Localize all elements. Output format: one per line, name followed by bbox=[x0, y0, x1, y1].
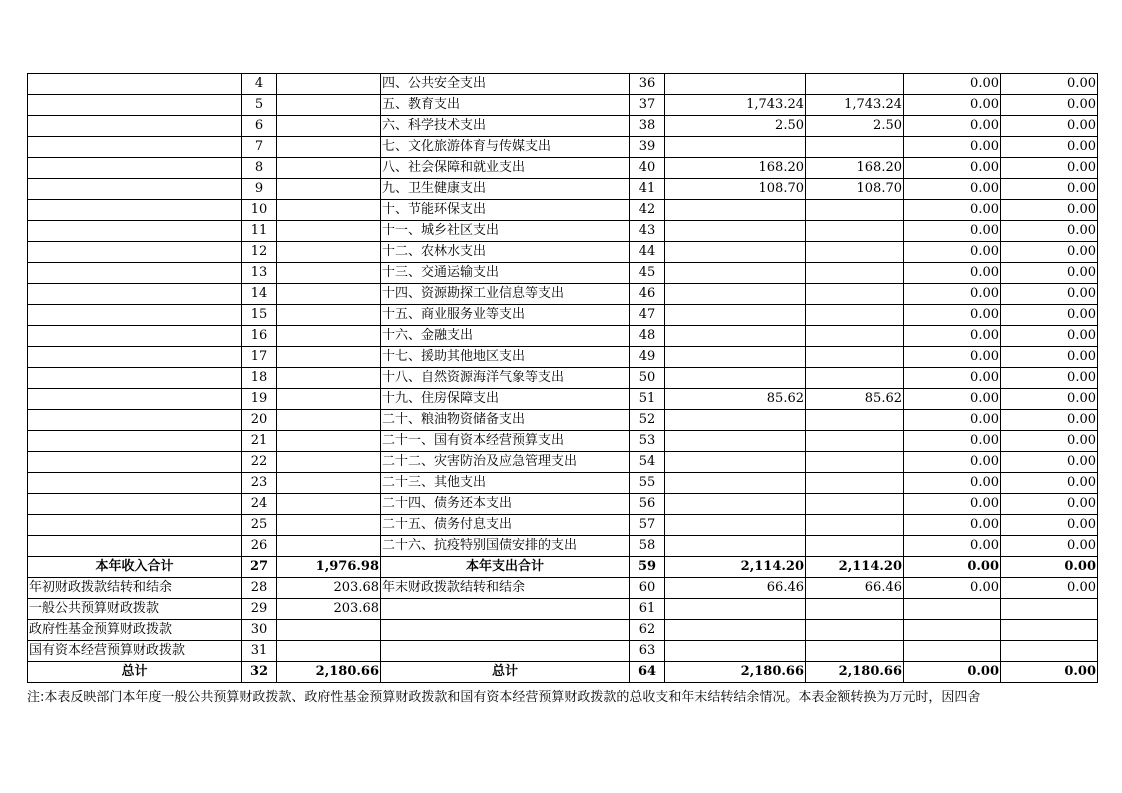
income-item-cell bbox=[28, 536, 242, 557]
state-capital-cell: 0.00 bbox=[1001, 326, 1098, 347]
expenditure-total-cell bbox=[665, 200, 806, 221]
table-row bbox=[28, 347, 1098, 368]
income-item-cell: 总计 bbox=[28, 662, 242, 683]
expenditure-item-cell: 二十二、灾害防治及应急管理支出 bbox=[381, 452, 630, 473]
income-amount-cell bbox=[277, 137, 381, 158]
government-fund-cell: 0.00 bbox=[904, 74, 1001, 95]
state-capital-cell: 0.00 bbox=[1001, 431, 1098, 452]
income-row-number-cell: 19 bbox=[242, 389, 277, 410]
state-capital-cell: 0.00 bbox=[1001, 473, 1098, 494]
income-amount-cell bbox=[277, 641, 381, 662]
general-budget-cell: 108.70 bbox=[806, 179, 904, 200]
expenditure-item-cell: 二十一、国有资本经营预算支出 bbox=[381, 431, 630, 452]
expenditure-row-number-cell: 47 bbox=[630, 305, 665, 326]
expenditure-total-cell bbox=[665, 410, 806, 431]
expenditure-total-cell: 2,114.20 bbox=[665, 557, 806, 578]
government-fund-cell: 0.00 bbox=[904, 263, 1001, 284]
expenditure-item-cell: 四、公共安全支出 bbox=[381, 74, 630, 95]
income-amount-cell bbox=[277, 347, 381, 368]
table-row bbox=[28, 536, 1098, 557]
table-row bbox=[28, 221, 1098, 242]
income-item-cell bbox=[28, 515, 242, 536]
expenditure-row-number-cell: 42 bbox=[630, 200, 665, 221]
table-row bbox=[28, 473, 1098, 494]
expenditure-row-number-cell: 63 bbox=[630, 641, 665, 662]
expenditure-row-number-cell: 51 bbox=[630, 389, 665, 410]
income-item-cell bbox=[28, 263, 242, 284]
income-row-number-cell: 22 bbox=[242, 452, 277, 473]
income-row-number-cell: 16 bbox=[242, 326, 277, 347]
government-fund-cell: 0.00 bbox=[904, 410, 1001, 431]
table-row bbox=[28, 368, 1098, 389]
general-budget-cell bbox=[806, 242, 904, 263]
expenditure-item-cell: 二十五、债务付息支出 bbox=[381, 515, 630, 536]
general-budget-cell bbox=[806, 494, 904, 515]
income-amount-cell bbox=[277, 200, 381, 221]
expenditure-row-number-cell: 52 bbox=[630, 410, 665, 431]
income-item-cell bbox=[28, 221, 242, 242]
income-item-cell bbox=[28, 494, 242, 515]
expenditure-row-number-cell: 37 bbox=[630, 95, 665, 116]
table-row bbox=[28, 326, 1098, 347]
expenditure-row-number-cell: 57 bbox=[630, 515, 665, 536]
expenditure-item-cell: 十六、金融支出 bbox=[381, 326, 630, 347]
expenditure-row-number-cell: 39 bbox=[630, 137, 665, 158]
expenditure-total-cell: 1,743.24 bbox=[665, 95, 806, 116]
income-item-cell bbox=[28, 431, 242, 452]
income-row-number-cell: 27 bbox=[242, 557, 277, 578]
general-budget-cell: 2,114.20 bbox=[806, 557, 904, 578]
government-fund-cell: 0.00 bbox=[904, 515, 1001, 536]
expenditure-row-number-cell: 50 bbox=[630, 368, 665, 389]
expenditure-item-cell: 十八、自然资源海洋气象等支出 bbox=[381, 368, 630, 389]
table-row bbox=[28, 200, 1098, 221]
income-item-cell: 一般公共预算财政拨款 bbox=[28, 599, 242, 620]
government-fund-cell bbox=[904, 599, 1001, 620]
government-fund-cell: 0.00 bbox=[904, 95, 1001, 116]
state-capital-cell: 0.00 bbox=[1001, 263, 1098, 284]
table-row bbox=[28, 515, 1098, 536]
income-row-number-cell: 13 bbox=[242, 263, 277, 284]
general-budget-cell bbox=[806, 347, 904, 368]
general-budget-cell: 168.20 bbox=[806, 158, 904, 179]
table-row bbox=[28, 242, 1098, 263]
income-row-number-cell: 30 bbox=[242, 620, 277, 641]
state-capital-cell: 0.00 bbox=[1001, 95, 1098, 116]
expenditure-total-cell bbox=[665, 515, 806, 536]
general-budget-cell bbox=[806, 431, 904, 452]
state-capital-cell bbox=[1001, 620, 1098, 641]
income-item-cell: 国有资本经营预算财政拨款 bbox=[28, 641, 242, 662]
expenditure-total-cell bbox=[665, 536, 806, 557]
table-row bbox=[28, 410, 1098, 431]
government-fund-cell: 0.00 bbox=[904, 578, 1001, 599]
general-budget-cell bbox=[806, 473, 904, 494]
income-row-number-cell: 11 bbox=[242, 221, 277, 242]
income-item-cell bbox=[28, 452, 242, 473]
income-item-cell bbox=[28, 305, 242, 326]
expenditure-total-cell: 2.50 bbox=[665, 116, 806, 137]
expenditure-total-cell bbox=[665, 242, 806, 263]
general-budget-cell: 1,743.24 bbox=[806, 95, 904, 116]
expenditure-item-cell: 本年支出合计 bbox=[381, 557, 630, 578]
expenditure-total-cell bbox=[665, 431, 806, 452]
income-item-cell bbox=[28, 137, 242, 158]
income-item-cell bbox=[28, 158, 242, 179]
income-amount-cell bbox=[277, 536, 381, 557]
expenditure-item-cell: 二十、粮油物资储备支出 bbox=[381, 410, 630, 431]
state-capital-cell: 0.00 bbox=[1001, 200, 1098, 221]
government-fund-cell: 0.00 bbox=[904, 494, 1001, 515]
state-capital-cell: 0.00 bbox=[1001, 662, 1098, 683]
income-row-number-cell: 18 bbox=[242, 368, 277, 389]
state-capital-cell: 0.00 bbox=[1001, 158, 1098, 179]
income-row-number-cell: 8 bbox=[242, 158, 277, 179]
expenditure-item-cell: 十七、援助其他地区支出 bbox=[381, 347, 630, 368]
income-amount-cell bbox=[277, 74, 381, 95]
general-budget-cell: 2,180.66 bbox=[806, 662, 904, 683]
state-capital-cell: 0.00 bbox=[1001, 494, 1098, 515]
state-capital-cell: 0.00 bbox=[1001, 221, 1098, 242]
general-budget-cell: 85.62 bbox=[806, 389, 904, 410]
state-capital-cell: 0.00 bbox=[1001, 578, 1098, 599]
expenditure-item-cell: 五、教育支出 bbox=[381, 95, 630, 116]
expenditure-total-cell bbox=[665, 599, 806, 620]
general-budget-cell bbox=[806, 368, 904, 389]
expenditure-total-cell bbox=[665, 74, 806, 95]
state-capital-cell: 0.00 bbox=[1001, 179, 1098, 200]
income-row-number-cell: 6 bbox=[242, 116, 277, 137]
income-amount-cell bbox=[277, 116, 381, 137]
income-item-cell bbox=[28, 116, 242, 137]
expenditure-item-cell: 十三、交通运输支出 bbox=[381, 263, 630, 284]
income-amount-cell bbox=[277, 494, 381, 515]
expenditure-row-number-cell: 36 bbox=[630, 74, 665, 95]
income-item-cell bbox=[28, 410, 242, 431]
state-capital-cell: 0.00 bbox=[1001, 557, 1098, 578]
expenditure-row-number-cell: 56 bbox=[630, 494, 665, 515]
income-amount-cell bbox=[277, 473, 381, 494]
general-budget-cell bbox=[806, 221, 904, 242]
income-row-number-cell: 23 bbox=[242, 473, 277, 494]
income-amount-cell bbox=[277, 452, 381, 473]
expenditure-row-number-cell: 49 bbox=[630, 347, 665, 368]
income-row-number-cell: 10 bbox=[242, 200, 277, 221]
government-fund-cell: 0.00 bbox=[904, 662, 1001, 683]
table-row bbox=[28, 662, 1098, 683]
income-item-cell: 年初财政拨款结转和结余 bbox=[28, 578, 242, 599]
table-row bbox=[28, 116, 1098, 137]
expenditure-item-cell: 七、文化旅游体育与传媒支出 bbox=[381, 137, 630, 158]
income-row-number-cell: 26 bbox=[242, 536, 277, 557]
income-item-cell bbox=[28, 95, 242, 116]
income-item-cell bbox=[28, 389, 242, 410]
table-row bbox=[28, 641, 1098, 662]
general-budget-cell bbox=[806, 200, 904, 221]
expenditure-total-cell bbox=[665, 641, 806, 662]
state-capital-cell: 0.00 bbox=[1001, 116, 1098, 137]
government-fund-cell: 0.00 bbox=[904, 473, 1001, 494]
state-capital-cell bbox=[1001, 641, 1098, 662]
expenditure-row-number-cell: 48 bbox=[630, 326, 665, 347]
expenditure-total-cell bbox=[665, 494, 806, 515]
government-fund-cell: 0.00 bbox=[904, 200, 1001, 221]
expenditure-item-cell: 二十三、其他支出 bbox=[381, 473, 630, 494]
expenditure-item-cell: 十九、住房保障支出 bbox=[381, 389, 630, 410]
income-amount-cell bbox=[277, 326, 381, 347]
state-capital-cell: 0.00 bbox=[1001, 305, 1098, 326]
income-amount-cell: 203.68 bbox=[277, 578, 381, 599]
state-capital-cell: 0.00 bbox=[1001, 536, 1098, 557]
expenditure-item-cell: 二十四、债务还本支出 bbox=[381, 494, 630, 515]
expenditure-item-cell: 年末财政拨款结转和结余 bbox=[381, 578, 630, 599]
income-row-number-cell: 15 bbox=[242, 305, 277, 326]
state-capital-cell: 0.00 bbox=[1001, 284, 1098, 305]
state-capital-cell: 0.00 bbox=[1001, 347, 1098, 368]
expenditure-total-cell bbox=[665, 305, 806, 326]
expenditure-total-cell bbox=[665, 347, 806, 368]
income-row-number-cell: 32 bbox=[242, 662, 277, 683]
table-body bbox=[28, 74, 1098, 683]
expenditure-total-cell bbox=[665, 263, 806, 284]
government-fund-cell: 0.00 bbox=[904, 221, 1001, 242]
expenditure-item-cell: 总计 bbox=[381, 662, 630, 683]
income-row-number-cell: 12 bbox=[242, 242, 277, 263]
expenditure-total-cell: 108.70 bbox=[665, 179, 806, 200]
income-row-number-cell: 14 bbox=[242, 284, 277, 305]
expenditure-total-cell bbox=[665, 368, 806, 389]
income-row-number-cell: 29 bbox=[242, 599, 277, 620]
state-capital-cell: 0.00 bbox=[1001, 137, 1098, 158]
income-amount-cell bbox=[277, 305, 381, 326]
expenditure-item-cell bbox=[381, 599, 630, 620]
expenditure-total-cell: 66.46 bbox=[665, 578, 806, 599]
table-row bbox=[28, 620, 1098, 641]
income-item-cell bbox=[28, 242, 242, 263]
expenditure-total-cell bbox=[665, 620, 806, 641]
state-capital-cell: 0.00 bbox=[1001, 515, 1098, 536]
government-fund-cell: 0.00 bbox=[904, 389, 1001, 410]
income-amount-cell bbox=[277, 284, 381, 305]
expenditure-total-cell bbox=[665, 137, 806, 158]
state-capital-cell: 0.00 bbox=[1001, 410, 1098, 431]
government-fund-cell: 0.00 bbox=[904, 116, 1001, 137]
general-budget-cell bbox=[806, 536, 904, 557]
expenditure-row-number-cell: 59 bbox=[630, 557, 665, 578]
income-amount-cell bbox=[277, 263, 381, 284]
government-fund-cell: 0.00 bbox=[904, 536, 1001, 557]
expenditure-item-cell: 十二、农林水支出 bbox=[381, 242, 630, 263]
expenditure-row-number-cell: 41 bbox=[630, 179, 665, 200]
expenditure-row-number-cell: 45 bbox=[630, 263, 665, 284]
general-budget-cell: 66.46 bbox=[806, 578, 904, 599]
state-capital-cell: 0.00 bbox=[1001, 242, 1098, 263]
expenditure-row-number-cell: 44 bbox=[630, 242, 665, 263]
general-budget-cell bbox=[806, 137, 904, 158]
expenditure-total-cell bbox=[665, 452, 806, 473]
income-amount-cell bbox=[277, 95, 381, 116]
table-row bbox=[28, 284, 1098, 305]
income-amount-cell bbox=[277, 179, 381, 200]
table-row bbox=[28, 263, 1098, 284]
income-item-cell bbox=[28, 74, 242, 95]
state-capital-cell bbox=[1001, 599, 1098, 620]
expenditure-row-number-cell: 62 bbox=[630, 620, 665, 641]
state-capital-cell: 0.00 bbox=[1001, 74, 1098, 95]
table-row bbox=[28, 179, 1098, 200]
income-row-number-cell: 21 bbox=[242, 431, 277, 452]
table-row bbox=[28, 599, 1098, 620]
income-row-number-cell: 31 bbox=[242, 641, 277, 662]
government-fund-cell: 0.00 bbox=[904, 242, 1001, 263]
table-row bbox=[28, 137, 1098, 158]
state-capital-cell: 0.00 bbox=[1001, 368, 1098, 389]
income-item-cell bbox=[28, 326, 242, 347]
expenditure-total-cell: 168.20 bbox=[665, 158, 806, 179]
state-capital-cell: 0.00 bbox=[1001, 389, 1098, 410]
general-budget-cell bbox=[806, 326, 904, 347]
expenditure-item-cell: 八、社会保障和就业支出 bbox=[381, 158, 630, 179]
table-row bbox=[28, 494, 1098, 515]
government-fund-cell bbox=[904, 641, 1001, 662]
income-row-number-cell: 17 bbox=[242, 347, 277, 368]
table-row bbox=[28, 158, 1098, 179]
state-capital-cell: 0.00 bbox=[1001, 452, 1098, 473]
table-row bbox=[28, 557, 1098, 578]
income-item-cell bbox=[28, 284, 242, 305]
expenditure-total-cell bbox=[665, 221, 806, 242]
financial-statement-table bbox=[27, 73, 1098, 683]
income-amount-cell bbox=[277, 410, 381, 431]
table-row bbox=[28, 74, 1098, 95]
general-budget-cell bbox=[806, 620, 904, 641]
government-fund-cell: 0.00 bbox=[904, 305, 1001, 326]
government-fund-cell: 0.00 bbox=[904, 326, 1001, 347]
income-amount-cell bbox=[277, 515, 381, 536]
income-row-number-cell: 9 bbox=[242, 179, 277, 200]
expenditure-total-cell bbox=[665, 284, 806, 305]
expenditure-item-cell: 十四、资源勘探工业信息等支出 bbox=[381, 284, 630, 305]
income-amount-cell bbox=[277, 431, 381, 452]
income-item-cell: 政府性基金预算财政拨款 bbox=[28, 620, 242, 641]
income-row-number-cell: 5 bbox=[242, 95, 277, 116]
general-budget-cell bbox=[806, 410, 904, 431]
general-budget-cell bbox=[806, 452, 904, 473]
expenditure-item-cell: 二十六、抗疫特别国债安排的支出 bbox=[381, 536, 630, 557]
income-item-cell bbox=[28, 473, 242, 494]
income-amount-cell: 203.68 bbox=[277, 599, 381, 620]
government-fund-cell: 0.00 bbox=[904, 158, 1001, 179]
expenditure-total-cell: 85.62 bbox=[665, 389, 806, 410]
government-fund-cell: 0.00 bbox=[904, 137, 1001, 158]
expenditure-row-number-cell: 46 bbox=[630, 284, 665, 305]
expenditure-row-number-cell: 54 bbox=[630, 452, 665, 473]
general-budget-cell bbox=[806, 515, 904, 536]
table-row bbox=[28, 305, 1098, 326]
expenditure-item-cell: 六、科学技术支出 bbox=[381, 116, 630, 137]
expenditure-item-cell: 十、节能环保支出 bbox=[381, 200, 630, 221]
expenditure-total-cell bbox=[665, 473, 806, 494]
general-budget-cell bbox=[806, 305, 904, 326]
general-budget-cell bbox=[806, 284, 904, 305]
general-budget-cell bbox=[806, 641, 904, 662]
government-fund-cell: 0.00 bbox=[904, 431, 1001, 452]
income-amount-cell: 2,180.66 bbox=[277, 662, 381, 683]
expenditure-item-cell bbox=[381, 641, 630, 662]
expenditure-row-number-cell: 55 bbox=[630, 473, 665, 494]
income-amount-cell bbox=[277, 368, 381, 389]
expenditure-item-cell: 十一、城乡社区支出 bbox=[381, 221, 630, 242]
table-row bbox=[28, 431, 1098, 452]
general-budget-cell bbox=[806, 599, 904, 620]
general-budget-cell: 2.50 bbox=[806, 116, 904, 137]
expenditure-row-number-cell: 58 bbox=[630, 536, 665, 557]
footnote: 注:本表反映部门本年度一般公共预算财政拨款、政府性基金预算财政拨款和国有资本经营预算财政拨款的总收支和年末结转结余情况。本表金额转换为万元时，因四舍 bbox=[27, 690, 981, 705]
income-amount-cell bbox=[277, 158, 381, 179]
expenditure-item-cell bbox=[381, 620, 630, 641]
expenditure-item-cell: 九、卫生健康支出 bbox=[381, 179, 630, 200]
table-row bbox=[28, 578, 1098, 599]
expenditure-row-number-cell: 60 bbox=[630, 578, 665, 599]
government-fund-cell bbox=[904, 620, 1001, 641]
government-fund-cell: 0.00 bbox=[904, 452, 1001, 473]
table-row bbox=[28, 95, 1098, 116]
income-row-number-cell: 7 bbox=[242, 137, 277, 158]
income-amount-cell bbox=[277, 221, 381, 242]
income-row-number-cell: 24 bbox=[242, 494, 277, 515]
income-item-cell bbox=[28, 368, 242, 389]
government-fund-cell: 0.00 bbox=[904, 347, 1001, 368]
expenditure-total-cell bbox=[665, 326, 806, 347]
government-fund-cell: 0.00 bbox=[904, 557, 1001, 578]
expenditure-row-number-cell: 64 bbox=[630, 662, 665, 683]
government-fund-cell: 0.00 bbox=[904, 284, 1001, 305]
income-amount-cell bbox=[277, 242, 381, 263]
government-fund-cell: 0.00 bbox=[904, 179, 1001, 200]
table-row bbox=[28, 389, 1098, 410]
expenditure-item-cell: 十五、商业服务业等支出 bbox=[381, 305, 630, 326]
expenditure-row-number-cell: 40 bbox=[630, 158, 665, 179]
income-amount-cell: 1,976.98 bbox=[277, 557, 381, 578]
expenditure-row-number-cell: 61 bbox=[630, 599, 665, 620]
expenditure-row-number-cell: 43 bbox=[630, 221, 665, 242]
table-row bbox=[28, 452, 1098, 473]
income-item-cell bbox=[28, 347, 242, 368]
income-item-cell: 本年收入合计 bbox=[28, 557, 242, 578]
general-budget-cell bbox=[806, 263, 904, 284]
government-fund-cell: 0.00 bbox=[904, 368, 1001, 389]
income-row-number-cell: 28 bbox=[242, 578, 277, 599]
expenditure-row-number-cell: 53 bbox=[630, 431, 665, 452]
expenditure-row-number-cell: 38 bbox=[630, 116, 665, 137]
income-row-number-cell: 25 bbox=[242, 515, 277, 536]
income-item-cell bbox=[28, 200, 242, 221]
income-amount-cell bbox=[277, 389, 381, 410]
income-amount-cell bbox=[277, 620, 381, 641]
general-budget-cell bbox=[806, 74, 904, 95]
income-row-number-cell: 4 bbox=[242, 74, 277, 95]
income-item-cell bbox=[28, 179, 242, 200]
expenditure-total-cell: 2,180.66 bbox=[665, 662, 806, 683]
income-row-number-cell: 20 bbox=[242, 410, 277, 431]
